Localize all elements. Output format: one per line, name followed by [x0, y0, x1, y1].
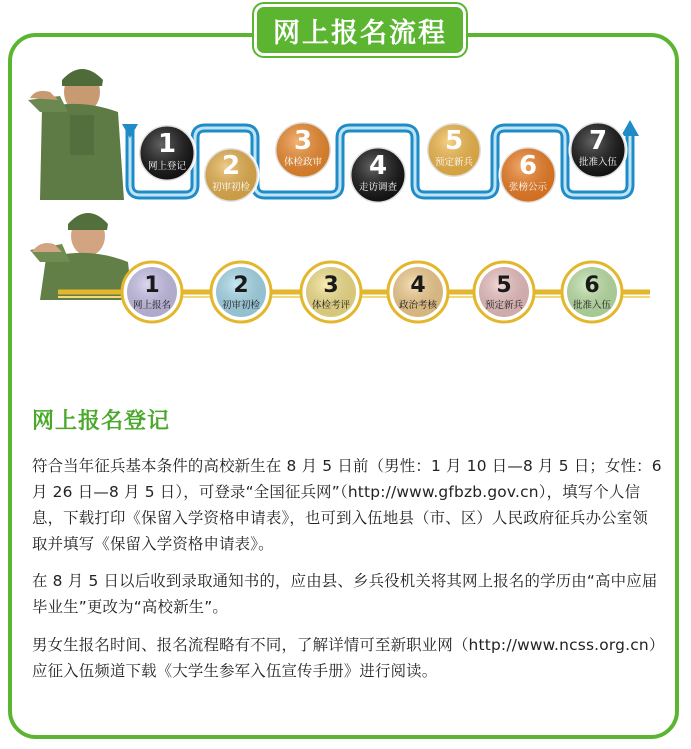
svg-text:7: 7: [588, 126, 608, 156]
svg-text:体检政审: 体检政审: [283, 157, 323, 168]
svg-text:6: 6: [584, 273, 600, 298]
soldier-female-illustration: [30, 213, 132, 300]
paragraph-notice-change: 在 8 月 5 日以后收到录取通知书的，应由县、乡兵役机关将其网上报名的学历由“高中应届毕业生”更改为“高校新生”。: [32, 572, 658, 616]
bottom-step-1: [122, 262, 182, 322]
top-step-4: [350, 147, 406, 203]
svg-text:初审初检: 初审初检: [221, 300, 261, 311]
svg-text:1: 1: [144, 273, 160, 298]
svg-text:2: 2: [233, 273, 249, 298]
end-arrow-icon: [621, 120, 639, 136]
svg-text:预定新兵: 预定新兵: [484, 300, 524, 311]
bottom-step-4: [388, 262, 448, 322]
top-step-5: [427, 123, 481, 177]
page-title: 网上报名流程: [254, 4, 466, 56]
top-step-7: [570, 122, 626, 178]
svg-text:政治考核: 政治考核: [398, 300, 438, 311]
svg-text:张榜公示: 张榜公示: [508, 182, 548, 193]
start-arrow-icon: [122, 124, 138, 138]
top-step-2: [204, 148, 258, 202]
section-heading: 网上报名登记: [32, 409, 171, 434]
svg-text:6: 6: [518, 151, 538, 181]
paragraph-more-info: 男女生报名时间、报名流程略有不同，了解详情可至新职业网（http://www.ncss.org.cn）应征入伍频道下载《大学生参军入伍宣传手册》进行阅读。: [32, 636, 657, 680]
svg-text:批准入伍: 批准入伍: [578, 157, 618, 168]
paragraph-registration: 符合当年征兵基本条件的高校新生在 8 月 5 日前（男性：1 月 10 日—8 月 5 日；女性：6 月 26 日—8 月 5 日），可登录“全国征兵网”（http://www.gfbzb.gov.cn），填写个人信息，下载打印《保留入学资格申请表》，也可到入伍地县（市、区）人民政府征兵办公室领取并填写《保留入学资格申请表》。: [32, 457, 662, 553]
svg-text:体检考评: 体检考评: [311, 300, 351, 311]
soldier-male-illustration: [28, 69, 124, 200]
bottom-step-6: [562, 262, 622, 322]
bottom-step-3: [301, 262, 361, 322]
svg-text:预定新兵: 预定新兵: [434, 157, 474, 168]
svg-text:网上登记: 网上登记: [147, 161, 187, 172]
svg-text:网上报名: 网上报名: [132, 300, 172, 311]
svg-text:4: 4: [410, 273, 426, 298]
top-step-1: [139, 125, 195, 181]
bottom-step-2: [211, 262, 271, 322]
top-step-3: [275, 122, 331, 178]
svg-text:2: 2: [221, 151, 241, 181]
svg-text:初审初检: 初审初检: [211, 182, 251, 193]
svg-text:3: 3: [293, 126, 313, 156]
svg-text:5: 5: [444, 126, 464, 156]
svg-text:批准入伍: 批准入伍: [572, 300, 612, 311]
bottom-step-5: [474, 262, 534, 322]
svg-text:3: 3: [323, 273, 339, 298]
svg-text:5: 5: [496, 273, 512, 298]
top-step-6: [500, 147, 556, 203]
svg-text:4: 4: [368, 151, 388, 181]
svg-text:走访调查: 走访调查: [358, 182, 398, 193]
svg-text:1: 1: [157, 129, 177, 159]
